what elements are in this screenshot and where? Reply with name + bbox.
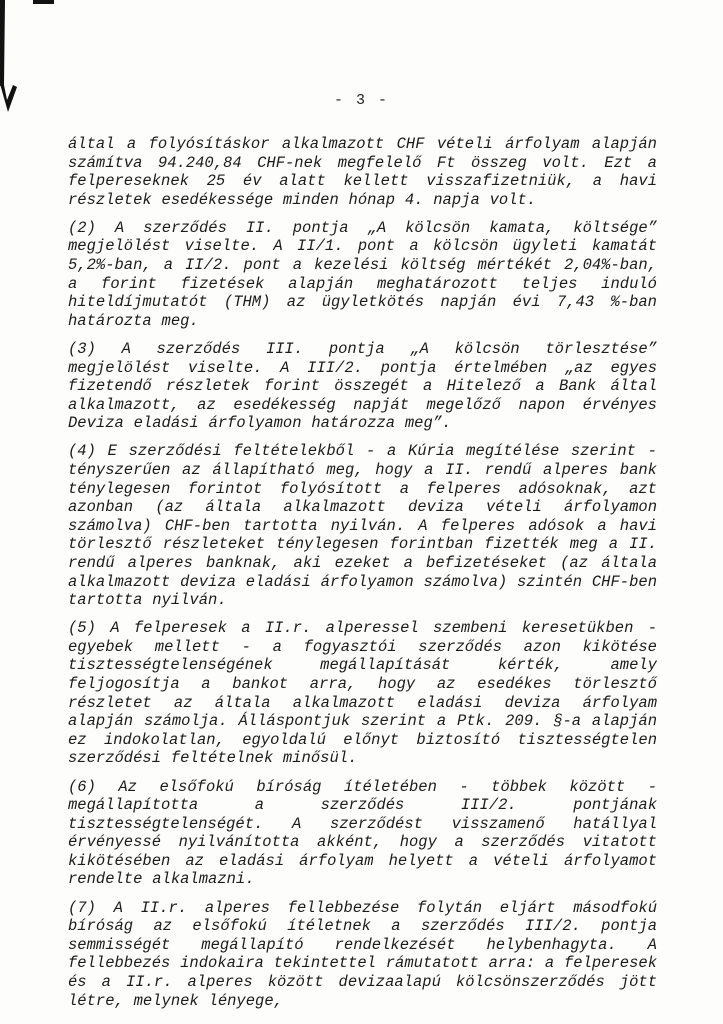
paragraph-2: (2) A szerződés II. pontja „A kölcsön kamata, költsége” megjelölést viselte. A II/1. pont a kölcsön ügyleti kamatát 5,2%-ban, a II/2. pont a kezelési költség mértékét 2,04%-ban, a forint fizetések alapján meghatározott teljes induló hiteldíjmutatót (THM) az ügyletkötés napján évi 7,43 %-ban határozta meg.: [68, 218, 657, 330]
paragraph-7: (7) A II.r. alperes fellebbezése folytán eljárt másodfokú bíróság az elsőfokú ítéletnek a szerződés III/2. pontja semmisségét megállapító rendelkezését helybenhagyta. A fellebbezés indokaira tekintettel rámutatott arra: a felperesek és a II.r. alperes között devizaalapú kölcsönszerződés jött létre, melynek lényege,: [68, 898, 657, 1010]
paragraph-5: (5) A felperesek a II.r. alperessel szembeni keresetükben - egyebek mellett - a fogyasztói szerződés azon kikötése tisztességtelenségének megállapítását kérték, amely feljogosítja a bankot arra, hogy az esedékes törlesztő részletet az általa alkalmazott eladási deviza árfolyam alapján számolja. Álláspontjuk szerint a Ptk. 209. §-a alapján ez indokolatlan, egyoldalú előnyt biztosító tisztességtelen szerződési feltételnek minősül.: [68, 619, 657, 768]
paragraph-6: (6) Az elsőfokú bíróság ítéletében - többek között - megállapította a szerződés III/2. pontjának tisztességtelenségét. A szerződést visszamenő hatállyal érvényessé nyilvánította akként, hogy a szerződés vitatott kikötésében az eladási árfolyam helyett a vételi árfolyamot rendelte alkalmazni.: [68, 777, 657, 889]
paragraph-4: (4) E szerződési feltételekből - a Kúria megítélése szerint - tényszerűen az állapítható meg, hogy a II. rendű alperes bank ténylegesen forintot folyósított a felperes adósoknak, azt azonban (az általa alkalmazott deviza vételi árfolyamon számolva) CHF-ben tartotta nyilván. A felperes adósok a havi törlesztő részleteket ténylegesen forintban fizették meg a II. rendű alperes banknak, aki ezeket a befizetéseket (az általa alkalmazott deviza eladási árfolyamon számolva) szintén CHF-ben tartotta nyilván.: [68, 442, 657, 610]
page-number: - 3 -: [333, 92, 389, 109]
paragraph-3: (3) A szerződés III. pontja „A kölcsön törlesztése” megjelölést viselte. A III/2. pontja értelmében „az egyes fizetendő részletek forint összegét a Hitelező a Bank által alkalmazott, az esedékesség napját megelőző napon érvényes Deviza eladási árfolyamon határozza meg”.: [68, 339, 657, 433]
paragraph-continuation: által a folyósításkor alkalmazott CHF vételi árfolyam alapján számítva 94.240,84 CHF-nek megfelelő Ft összeg volt. Ezt a felpereseknek 25 év alatt kellett visszafizetniük, a havi részletek esedékessége minden hónap 4. napja volt.: [68, 135, 657, 209]
document-body: [68, 135, 657, 1010]
